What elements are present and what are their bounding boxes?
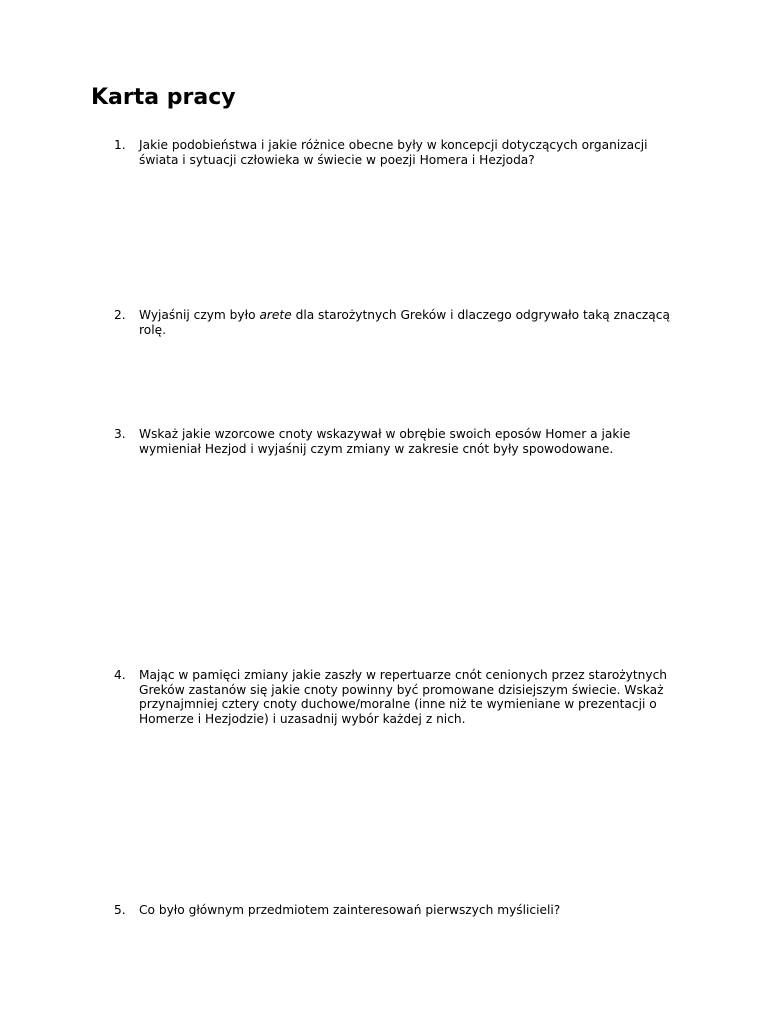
question-number: 1. bbox=[114, 138, 126, 152]
question-text: Co było głównym przedmiotem zainteresowań pierwszych myślicieli? bbox=[139, 903, 561, 917]
page-title: Karta pracy bbox=[91, 85, 236, 110]
question-number: 4. bbox=[114, 668, 126, 682]
question-text bbox=[139, 308, 674, 337]
question-text: Wskaż jakie wzorcowe cnoty wskazywał w obrębie swoich eposów Homer a jakie wymieniał Hezjod i wyjaśnij czym zmiany w zakresie cnót były spowodowane. bbox=[139, 427, 631, 456]
question-number: 2. bbox=[114, 308, 126, 322]
question-text: Jakie podobieństwa i jakie różnice obecne były w koncepcji dotyczących organizacji świata i sytuacji człowieka w świecie w poezji Homera i Hezjoda? bbox=[139, 138, 648, 167]
question-number: 3. bbox=[114, 427, 126, 441]
question-text-part: dla starożytnych Greków i dlaczego odgrywało taką znaczącą rolę. bbox=[139, 308, 670, 337]
italic-term: arete bbox=[259, 308, 292, 322]
question-text: Mając w pamięci zmiany jakie zaszły w repertuarze cnót cenionych przez starożytnych Greków zastanów się jakie cnoty powinny być promowane dzisiejszym świecie. Wskaż przynajmniej cztery cnoty duchowe/moralne (inne niż te wymieniane w prezentacji o Homerze i Hezjodzie) i uzasadnij wybór każdej z nich. bbox=[139, 668, 668, 726]
question-text-part: Wyjaśnij czym było bbox=[139, 308, 260, 322]
question-number: 5. bbox=[114, 903, 126, 917]
